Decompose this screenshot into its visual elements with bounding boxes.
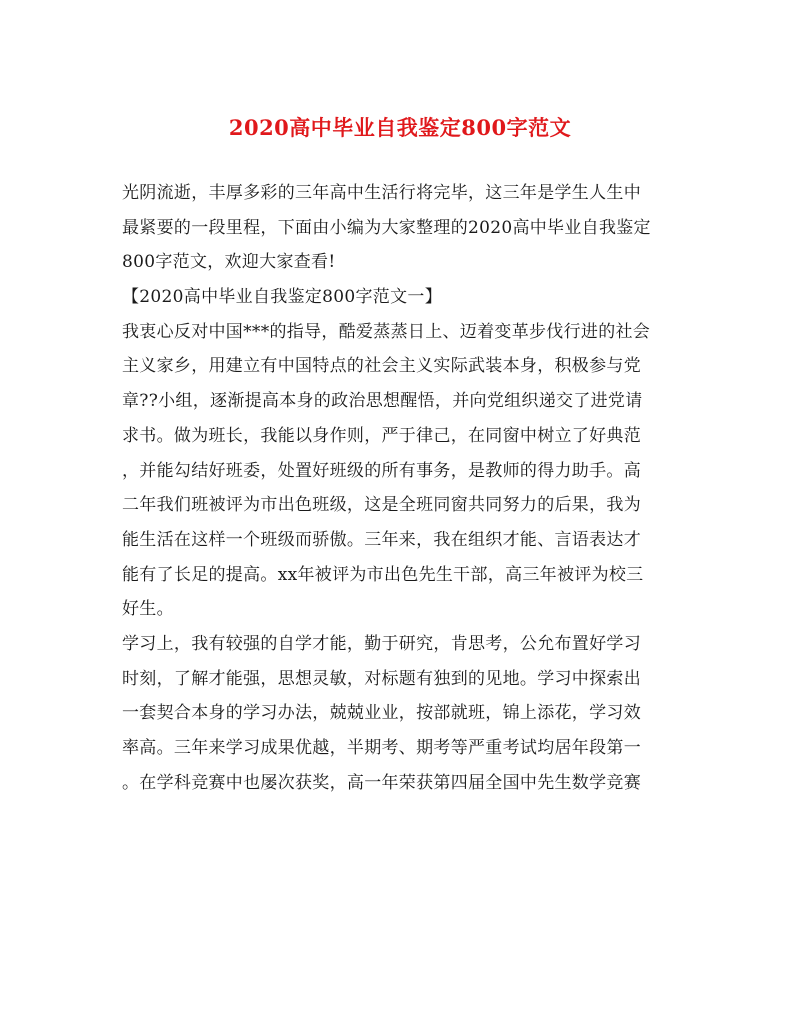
body-line: 能生活在这样一个班级而骄傲。三年来，我在组织才能、言语表达才 [122, 529, 641, 550]
body-line: 二年我们班被评为市出色班级，这是全班同窗共同努力的后果，我为 [122, 495, 641, 516]
section-heading: 【2020高中毕业自我鉴定800字范文一】 [122, 287, 443, 308]
body-line: 光阴流逝，丰厚多彩的三年高中生活行将完毕，这三年是学生人生中 [122, 183, 641, 203]
body-line: 能有了长足的提高。xx年被评为市出色先生干部，高三年被评为校三 [122, 564, 644, 585]
body-line: 求书。做为班长，我能以身作则，严于律己，在同窗中树立了好典范 [122, 425, 641, 446]
body-line: 一套契合本身的学习办法，兢兢业业，按部就班，锦上添花，学习效 [122, 703, 641, 724]
body-line: 章??小组，逐渐提高本身的政治思想醒悟，并向党组织递交了进党请 [122, 391, 643, 412]
body-line: 好生。 [122, 599, 174, 620]
body-line: 率高。三年来学习成果优越，半期考、期考等严重考试均居年段第一 [122, 738, 641, 758]
body-line: 800字范文，欢迎大家查看! [122, 252, 336, 273]
body-line: 。在学科竞赛中也屡次获奖，高一年荣获第四届全国中先生数学竞赛 [122, 772, 641, 793]
body-line: 时刻，了解才能强，思想灵敏，对标题有独到的见地。学习中探索出 [122, 668, 641, 689]
document-title: 2020高中毕业自我鉴定800字范文 [228, 115, 572, 140]
document-body [122, 176, 682, 800]
body-line: ，并能勾结好班委，处置好班级的所有事务，是教师的得力助手。高 [122, 460, 641, 481]
body-line: 我衷心反对中国***的指导，酷爱蒸蒸日上、迈着变革步伐行进的社会 [122, 321, 651, 342]
body-line: 最紧要的一段里程，下面由小编为大家整理的2020高中毕业自我鉴定 [122, 217, 651, 238]
body-line: 学习上，我有较强的自学才能，勤于研究，肯思考，公允布置好学习 [122, 633, 641, 654]
body-line: 主义家乡，用建立有中国特点的社会主义实际武装本身，积极参与党 [122, 356, 641, 377]
